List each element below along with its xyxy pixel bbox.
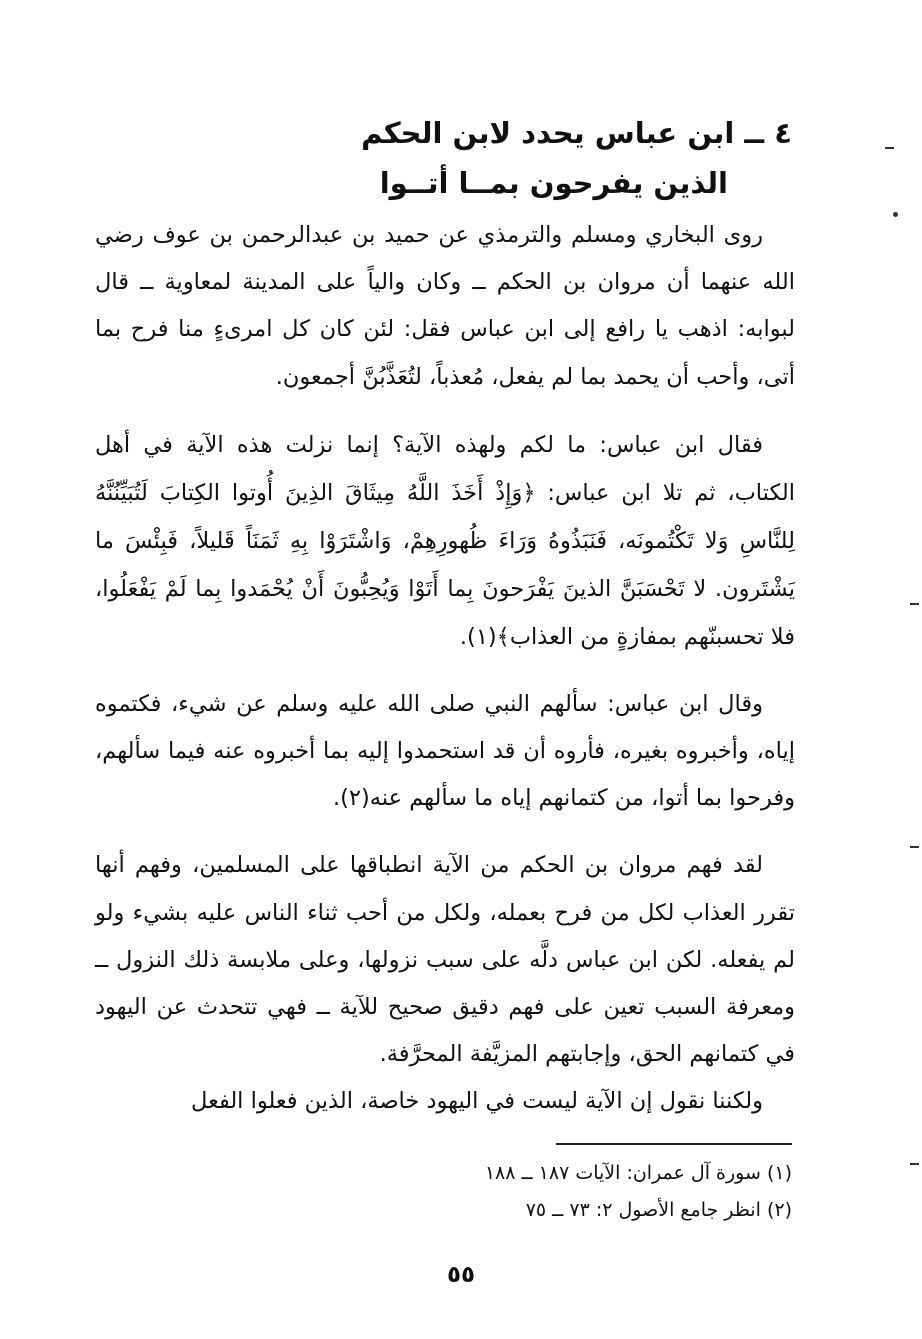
footnotes xyxy=(272,1155,792,1229)
paragraph-continuation: ولكننا نقول إن الآية ليست في اليهود خاصة، الذين فعلوا الفعل xyxy=(191,1088,763,1115)
margin-mark xyxy=(910,1163,919,1165)
margin-mark xyxy=(885,147,894,149)
margin-mark xyxy=(910,846,919,848)
paragraph-hadith-narration: روى البخاري ومسلم والترمذي عن حميد بن عبدالرحمن بن عوف رضي الله عنهما أن مروان بن الحكم ــ وكان والياً على المدينة لمعاوية ــ قال لبوابه: اذهب يا رافع إلى ابن عباس فقل: لئن كان كل امرىءٍ منا فرح بما أتى، وأحب أن يحمد بما لم يفعل، مُعذباً، لتُعَذَّبُنَّ أجمعون. xyxy=(95,222,795,390)
body-text xyxy=(95,212,795,1126)
margin-mark xyxy=(910,603,919,605)
margin-mark xyxy=(893,212,898,217)
paragraph-commentary: لقد فهم مروان بن الحكم من الآية انطباقها على المسلمين، وفهم أنها تقرر العذاب لكل من فرح بعمله، ولكل من أحب ثناء الناس عليه بشيء ولو لم يفعله. لكن ابن عباس دلَّه على سبب نزولها، وعلى ملابسة ذلك النزول ــ ومعرفة السبب تعين على فهم دقيق صحيح للآية ــ فهي تتحدث عن اليهود في كتمانهم الحق، وإجابتهم المزيَّفة المحرَّفة. xyxy=(95,852,795,1068)
footnote-separator xyxy=(556,1143,792,1145)
heading-line-2: الذين يفرحون بمــا أتــوا xyxy=(379,166,728,200)
page-number: ٥٥ xyxy=(446,1262,476,1288)
section-heading xyxy=(192,108,792,208)
paragraph-ibn-abbas-reply: فقال ابن عباس: ما لكم ولهذه الآية؟ إنما نزلت هذه الآية في أهل الكتاب، ثم تلا ابن عباس: ﴿وَإِذْ أَخَذَ اللَّهُ مِيثَاقَ الذِينَ أُوتوا الكِتابَ لَتُبَيِّنُنَّهُ لِلنَّاسِ وَلا تَكْتُمونَه، فَنَبَذُوهُ وَرَاءَ ظُهورِهِمْ، وَاشْتَرَوْا بِهِ ثَمَنَاً قَليلاً، فَبِئْسَ ما يَشْتَرون. لا تَحْسَبَنَّ الذينَ يَفْرَحونَ بِما أَتَوْا وَيُحِبُّونَ أَنْ يُحْمَدوا بِما لَمْ يَفْعَلُوا، فلا تحسبنّهم بمفازةٍ من العذاب﴾(١). xyxy=(95,431,795,650)
footnote-2: (٢) انظر جامع الأصول ٢: ٧٣ ــ ٧٥ xyxy=(525,1199,792,1221)
footnote-1: (١) سورة آل عمران: الآيات ١٨٧ ــ ١٨٨ xyxy=(484,1162,792,1184)
heading-line-1: ٤ ــ ابن عباس يحدد لابن الحكم xyxy=(361,116,792,150)
paragraph-ibn-abbas-explanation: وقال ابن عباس: سألهم النبي صلى الله عليه وسلم عن شيء، فكتموه إياه، وأخبروه بغيره، فأروه أن قد استحمدوا إليه بما أخبروه عنه فيما سألهم، وفرحوا بما أتوا، من كتمانهم إياه ما سألهم عنه(٢). xyxy=(95,690,795,812)
